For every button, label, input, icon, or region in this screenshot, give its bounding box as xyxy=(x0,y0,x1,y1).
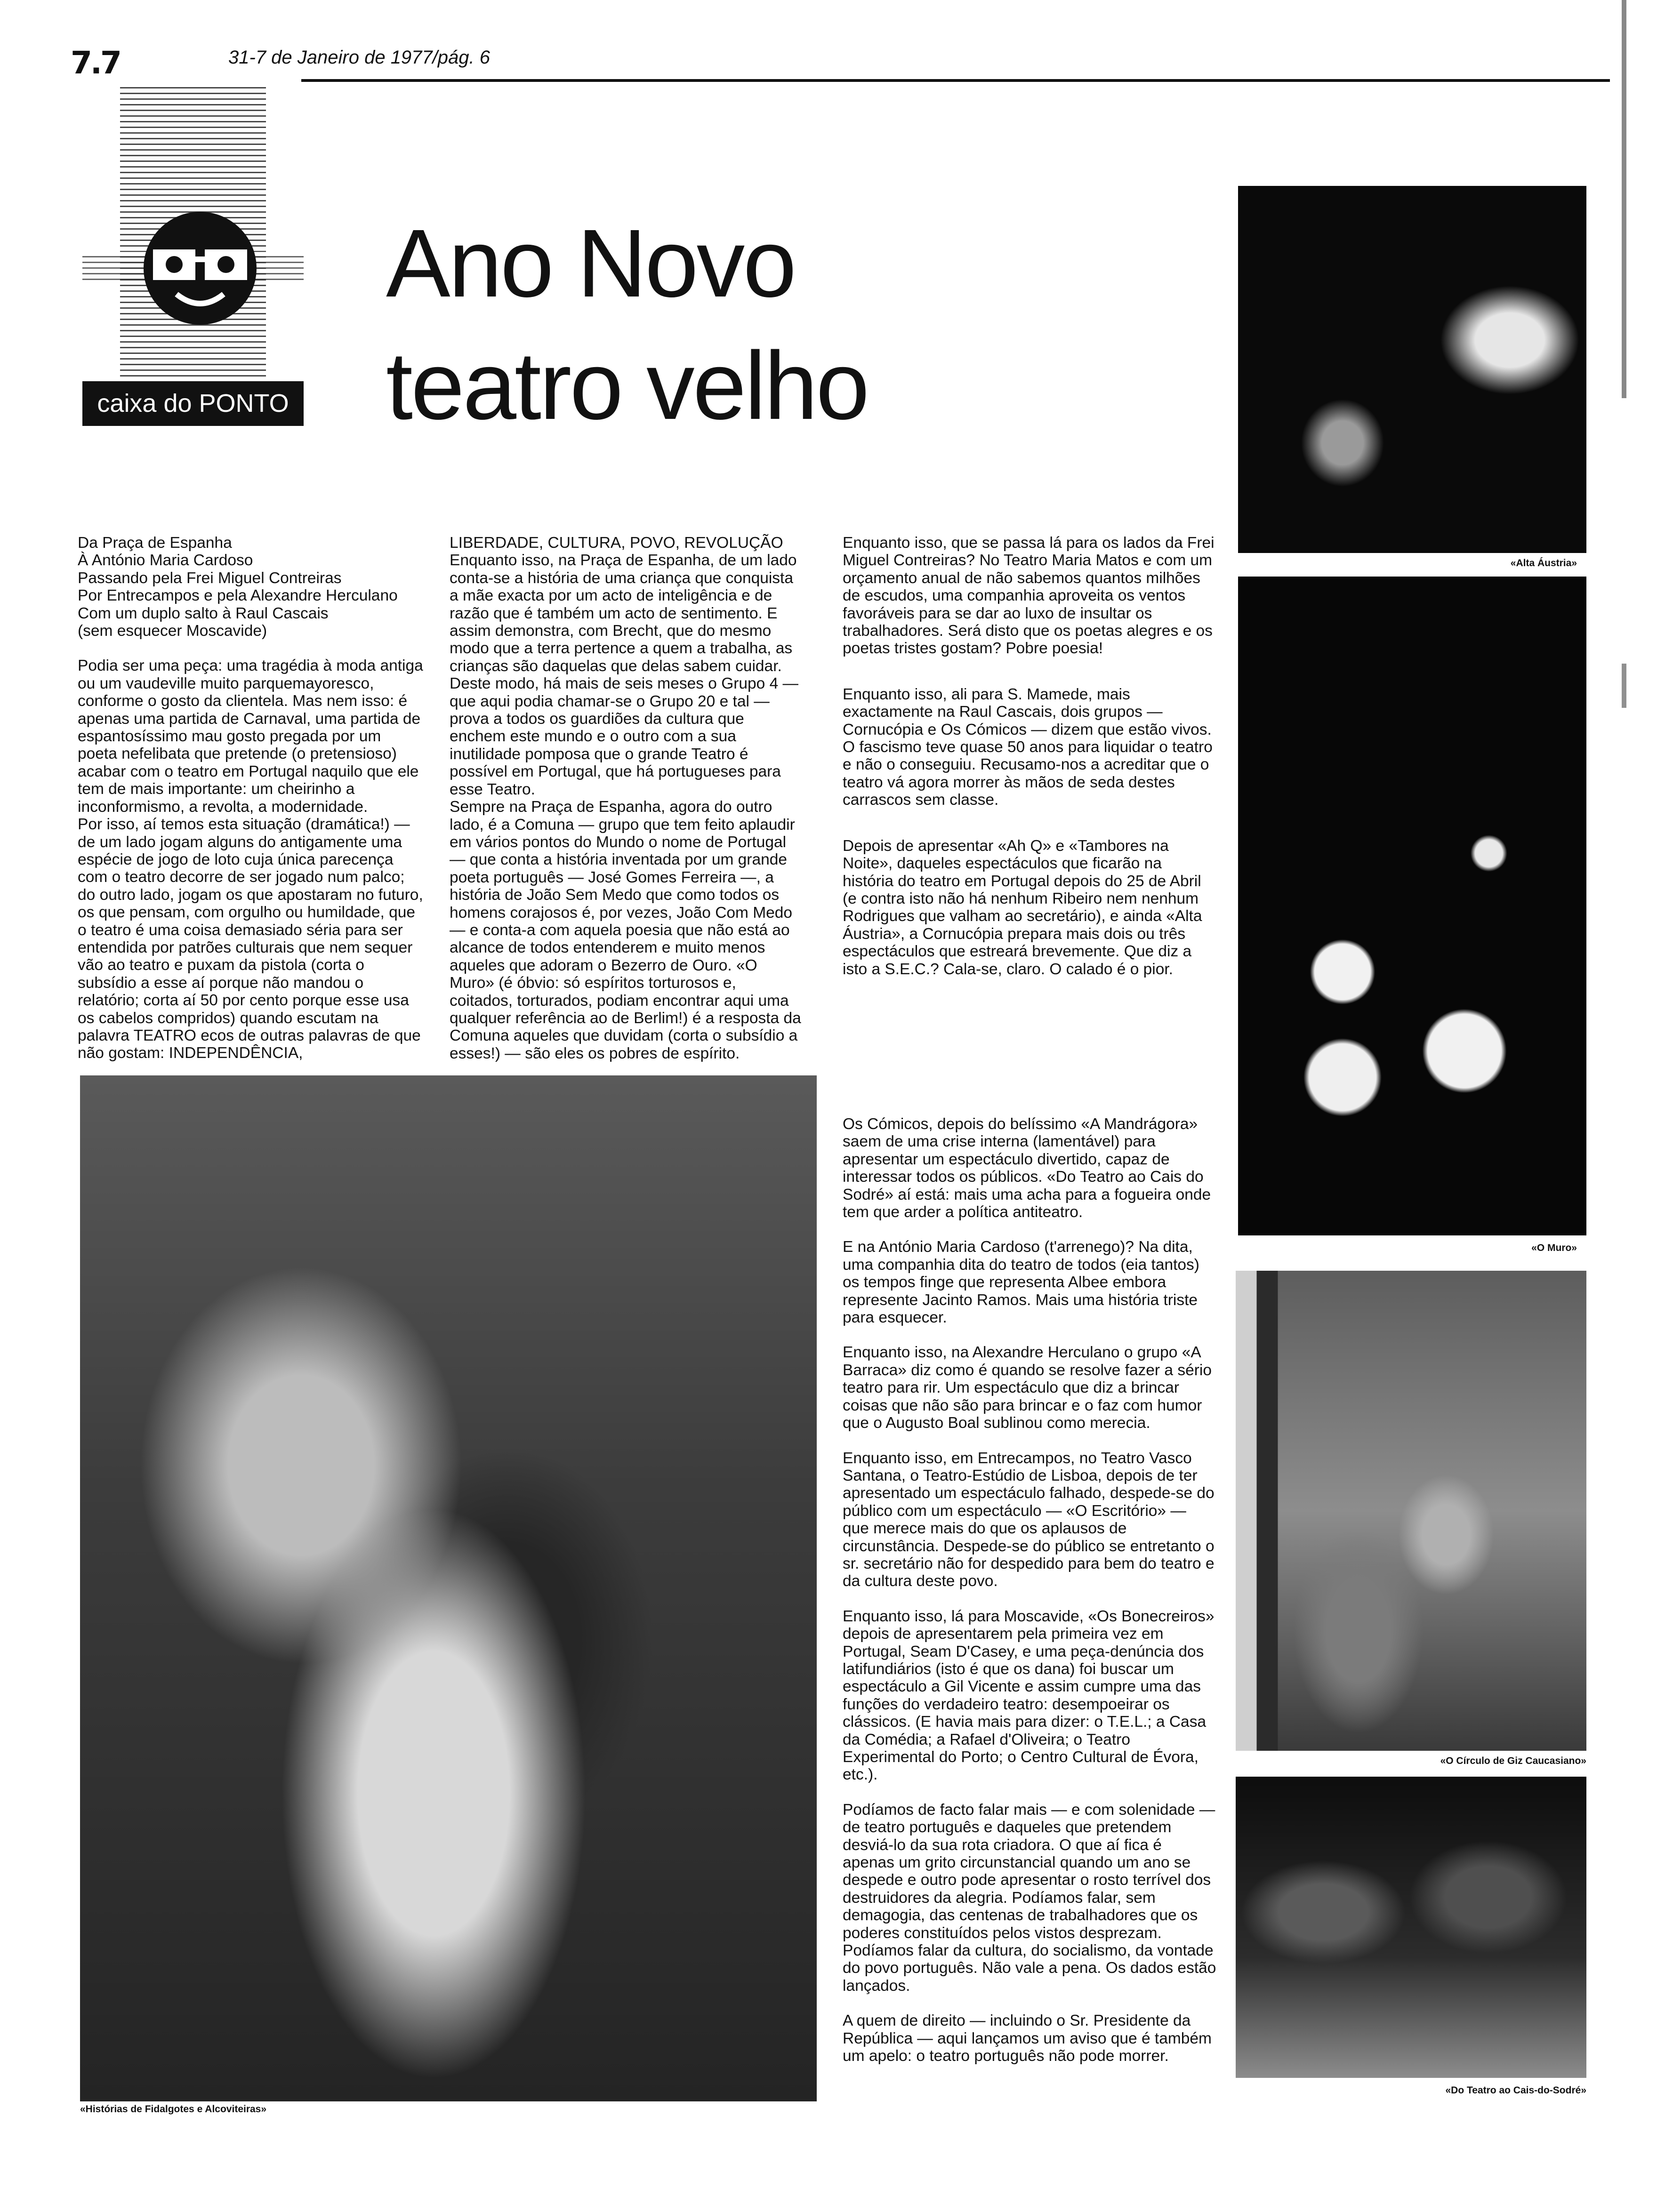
paragraph: Enquanto isso, ali para S. Mamede, mais exactamente na Raul Cascais, dois grupos — Cornucópia e Os Cómicos — dizem que estão vivos. O fascismo teve quase 50 anos para liquidar o teatro e não o conseguiu. Recusamo-nos a acreditar que o teatro vá agora morrer às mãos de seda destes carrascos sem classe. xyxy=(843,685,1213,809)
poem-line: Por Entrecampos e pela Alexandre Herculano xyxy=(78,587,398,605)
paragraph: Enquanto isso, na Alexandre Herculano o grupo «A Barraca» diz como é quando se resolve fazer a sério teatro para rir. Um espectáculo que diz a brincar coisas que não são para brincar e o faz com humor que o Augusto Boal sublinou como merecia. xyxy=(843,1344,1212,1432)
masthead-logo: 7.7 xyxy=(71,45,120,81)
paragraph: Podia ser uma peça: uma tragédia à moda antiga ou um vaudeville muito parquemayoresco, conforme o gosto da clientela. Mas nem isso: é apenas uma partida de Carnaval, uma partida de espantosíssimo mau gosto pregada por um poeta nefelibata que pretende (o pretensioso) acabar com o teatro em Portugal naquilo que ele tem de mais importante: um cheirinho a inconformismo, a revolta, a modernidade. xyxy=(78,657,423,816)
header-rule xyxy=(301,79,1610,82)
poem-line: (sem esquecer Moscavide) xyxy=(78,622,267,640)
poem-line: Passando pela Frei Miguel Contreiras xyxy=(78,569,342,587)
article-column-2 xyxy=(450,534,803,1062)
paragraph: Os Cómicos, depois do belíssimo «A Mandrágora» saem de uma crise interna (lamentável) para apresentar um espectáculo divertido, capaz de interessar todos os públicos. «Do Teatro ao Cais do Sodré» aí está: mais uma acha para a fogueira onde tem que arder a política antiteatro. xyxy=(843,1115,1211,1221)
paragraph: Enquanto isso, que se passa lá para os lados da Frei Miguel Contreiras? No Teatro Maria Matos e com um orçamento anual de não sabemos quantos milhões de escudos, uma companhia aproveita os ventos favoráveis para se dar ao luxo de insultar os trabalhadores. Será disto que os poetas alegres e os poetas tristes gostam? Pobre poesia! xyxy=(843,534,1215,657)
poem-line: Da Praça de Espanha xyxy=(78,534,232,552)
emblem-face-icon xyxy=(144,212,257,325)
paragraph: Sempre na Praça de Espanha, agora do outro lado, é a Comuna — grupo que tem feito aplaudir em vários pontos do Mundo o nome de Portugal — que conta a história inventada por um grande poeta português — José Gomes Ferreira —, a história de João Sem Medo que como todos os homens corajosos é, por vezes, João Com Medo — e conta-a com aquela poesia que não está ao alcance de todos entenderem e muito menos aqueles que adoram o Bezerro de Ouro. «O Muro» (é óbvio: só espíritos torturosos e, coitados, torturados, podiam encontrar aqui uma qualquer referência ao de Berlim!) é a resposta da Comuna aqueles que duvidam (corta o subsídio a esses!) — são eles os pobres de espírito. xyxy=(450,798,801,1062)
poem-line: Com um duplo salto à Raul Cascais xyxy=(78,604,329,622)
caixa-do-ponto-emblem xyxy=(82,85,304,426)
photo-circulo-de-giz xyxy=(1236,1271,1586,1751)
paragraph: Enquanto isso, em Entrecampos, no Teatro Vasco Santana, o Teatro-Estúdio de Lisboa, depois de ter apresentado um espectáculo falhado, despede-se do público com um espectáculo — «O Escritório» — que merece mais do que os aplausos de circunstância. Despede-se do público se entretanto o sr. secretário não for despedido para bem do teatro e da cultura deste povo. xyxy=(843,1449,1215,1590)
photo-o-muro xyxy=(1238,577,1586,1235)
paragraph: A quem de direito — incluindo o Sr. Presidente da República — aqui lançamos um aviso que é também um apelo: o teatro português não pode morrer. xyxy=(843,2012,1212,2065)
photo-caption: «Alta Áustria» xyxy=(1510,558,1577,569)
photo-historias-de-fidalgotes xyxy=(80,1075,817,2101)
paragraph: Por isso, aí temos esta situação (dramática!) — de um lado jogam alguns do antigamente uma espécie de jogo de loto cuja única parecença com o teatro decorre de ser jogado num palco; do outro lado, jogam os que apostaram no futuro, os que pensam, com orgulho ou humildade, que o teatro é uma coisa demasiado séria para ser entendida por patrões culturais que nem sequer vão ao teatro e puxam da pistola (corta o subsídio a esse aí porque não mandou o relatório; corta aí 50 por cento porque esse usa os cabelos compridos) quando escutam na palavra TEATRO ecos de outras palavras de que não gostam: INDEPENDÊNCIA, xyxy=(78,816,423,1062)
headline xyxy=(386,202,1116,447)
caixa-label: caixa do PONTO xyxy=(82,381,304,426)
scan-edge-artifact xyxy=(1622,0,1626,2212)
paragraph: E na António Maria Cardoso (t'arrenego)? Na dita, uma companhia dita do teatro de todos (eia tantos) os tempos finge que representa Albee embora represente Jacinto Ramos. Mais uma história triste para esquecer. xyxy=(843,1238,1199,1327)
poem xyxy=(78,534,424,640)
dateline: 31-7 de Janeiro de 1977/pág. 6 xyxy=(228,47,490,68)
photo-alta-austria xyxy=(1238,186,1586,553)
headline-line-1: Ano Novo xyxy=(386,209,795,317)
photo-do-teatro-ao-cais xyxy=(1236,1777,1586,2078)
paragraph: Enquanto isso, na Praça de Espanha, de um lado conta-se a história de uma criança que conquista a mãe exacta por um acto de inteligência e de razão que é também um acto de sentimento. E assim demonstra, com Brecht, que do mesmo modo que a terra pertence a quem a trabalha, as crianças são daquelas que delas sabem cuidar. Deste modo, há mais de seis meses o Grupo 4 — que aqui podia chamar-se o Grupo 20 e tal — prova a todos os guardiões da cultura que enchem este mundo e o outro com a sua inutilidade pomposa que o grande Teatro é possível em Portugal, que há portugueses para esse Teatro. xyxy=(450,552,799,798)
article-column-1 xyxy=(78,534,424,1062)
article-column-3-upper xyxy=(843,534,1217,995)
photo-caption: «Histórias de Fidalgotes e Alcoviteiras» xyxy=(80,2104,267,2115)
paragraph: Podíamos de facto falar mais — e com solenidade — de teatro português e daqueles que pretendem desviá-lo da sua rota criadora. O que aí fica é apenas um grito circunstancial quando um ano se despede e outro pode apresentar o rosto terrível dos destruidores da alegria. Podíamos falar, sem demagogia, das centenas de trabalhadores que os poderes constituídos pelos vistos desprezam. Podíamos falar da cultura, do socialismo, da vontade do povo português. Não vale a pena. Os dados estão lançados. xyxy=(843,1801,1216,1995)
photo-caption: «O Círculo de Giz Caucasiano» xyxy=(1440,1755,1586,1766)
photo-caption: «O Muro» xyxy=(1531,1242,1577,1253)
paragraph-heading: LIBERDADE, CULTURA, POVO, REVOLUÇÃO xyxy=(450,534,783,552)
headline-line-2: teatro velho xyxy=(386,332,868,440)
article-column-3-lower xyxy=(843,1115,1217,2083)
photo-caption: «Do Teatro ao Cais-do-Sodré» xyxy=(1445,2085,1586,2096)
poem-line: À António Maria Cardoso xyxy=(78,552,253,569)
paragraph: Enquanto isso, lá para Moscavide, «Os Bonecreiros» depois de apresentarem pela primeira vez em Portugal, Seam D'Casey, e uma peça-denúncia dos latifundiários (isto é que os dana) foi buscar um espectáculo a Gil Vicente e assim cumpre uma das funções do verdadeiro teatro: desempoeirar os clássicos. (E havia mais para dizer: o T.E.L.; a Casa da Comédia; a Rafael d'Oliveira; o Teatro Experimental do Porto; o Centro Cultural de Évora, etc.). xyxy=(843,1607,1215,1784)
paragraph: Depois de apresentar «Ah Q» e «Tambores na Noite», daqueles espectáculos que ficarão na história do teatro em Portugal depois do 25 de Abril (e contra isto não há nenhum Ribeiro nem nenhum Rodrigues que valham ao secretário), e ainda «Alta Áustria», a Cornucópia prepara mais dois ou três espectáculos que estreará brevemente. Que diz a isto a S.E.C.? Cala-se, claro. O calado é o pior. xyxy=(843,837,1202,978)
smiley-face-icon xyxy=(144,212,257,325)
